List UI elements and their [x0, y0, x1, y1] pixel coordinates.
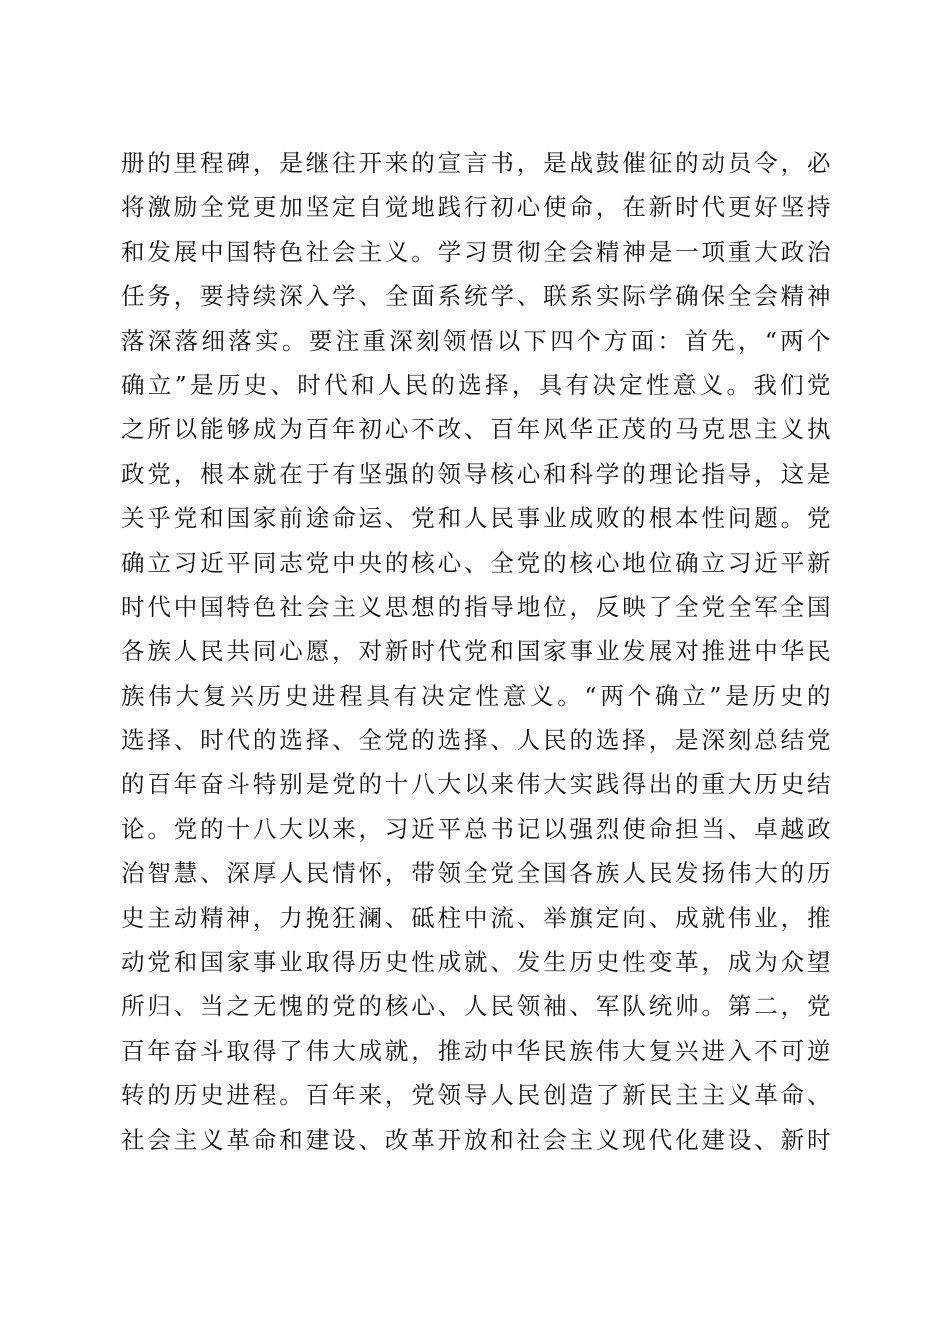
- text-line: 之所以能够成为百年初心不改、百年风华正茂的马克思主义执: [121, 415, 831, 444]
- text-line: 治智慧、深厚人民情怀，带领全党全国各族人民发扬伟大的历: [121, 859, 831, 888]
- text-line: 时代中国特色社会主义思想的指导地位，反映了全党全军全国: [121, 592, 831, 621]
- text-line: 确立”是历史、时代和人民的选择，具有决定性意义。我们党: [121, 370, 831, 399]
- text-line: 百年奋斗取得了伟大成就，推动中华民族伟大复兴进入不可逆: [121, 1036, 831, 1065]
- text-line: 确立习近平同志党中央的核心、全党的核心地位确立习近平新: [121, 548, 831, 577]
- text-line: 和发展中国特色社会主义。学习贯彻全会精神是一项重大政治: [121, 237, 831, 266]
- text-line: 各族人民共同心愿，对新时代党和国家事业发展对推进中华民: [121, 637, 831, 666]
- body-text: [121, 141, 831, 1162]
- text-line: 族伟大复兴历史进程具有决定性意义。“两个确立”是历史的: [121, 681, 831, 710]
- text-line: 册的里程碑，是继往开来的宣言书，是战鼓催征的动员令，必: [121, 149, 831, 177]
- text-line: 社会主义革命和建设、改革开放和社会主义现代化建设、新时: [121, 1125, 831, 1154]
- text-line: 选择、时代的选择、全党的选择、人民的选择，是深刻总结党: [121, 726, 831, 755]
- text-line: 将激励全党更加坚定自觉地践行初心使命，在新时代更好坚持: [121, 193, 831, 222]
- text-line: 关乎党和国家前途命运、党和人民事业成败的根本性问题。党: [121, 504, 831, 533]
- text-line: 转的历史进程。百年来，党领导人民创造了新民主主义革命、: [121, 1081, 831, 1110]
- text-line: 史主动精神，力挽狂澜、砥柱中流、举旗定向、成就伟业，推: [121, 903, 831, 932]
- text-line: 动党和国家事业取得历史性成就、发生历史性变革，成为众望: [121, 948, 831, 977]
- text-line: 任务，要持续深入学、全面系统学、联系实际学确保全会精神: [121, 282, 831, 311]
- text-line: 所归、当之无愧的党的核心、人民领袖、军队统帅。第二，党: [121, 992, 831, 1021]
- text-line: 论。党的十八大以来，习近平总书记以强烈使命担当、卓越政: [121, 814, 831, 843]
- text-line: 的百年奋斗特别是党的十八大以来伟大实践得出的重大历史结: [121, 770, 831, 799]
- text-line: 落深落细落实。要注重深刻领悟以下四个方面：首先，“两个: [121, 326, 831, 355]
- text-line: 政党，根本就在于有坚强的领导核心和科学的理论指导，这是: [121, 459, 831, 488]
